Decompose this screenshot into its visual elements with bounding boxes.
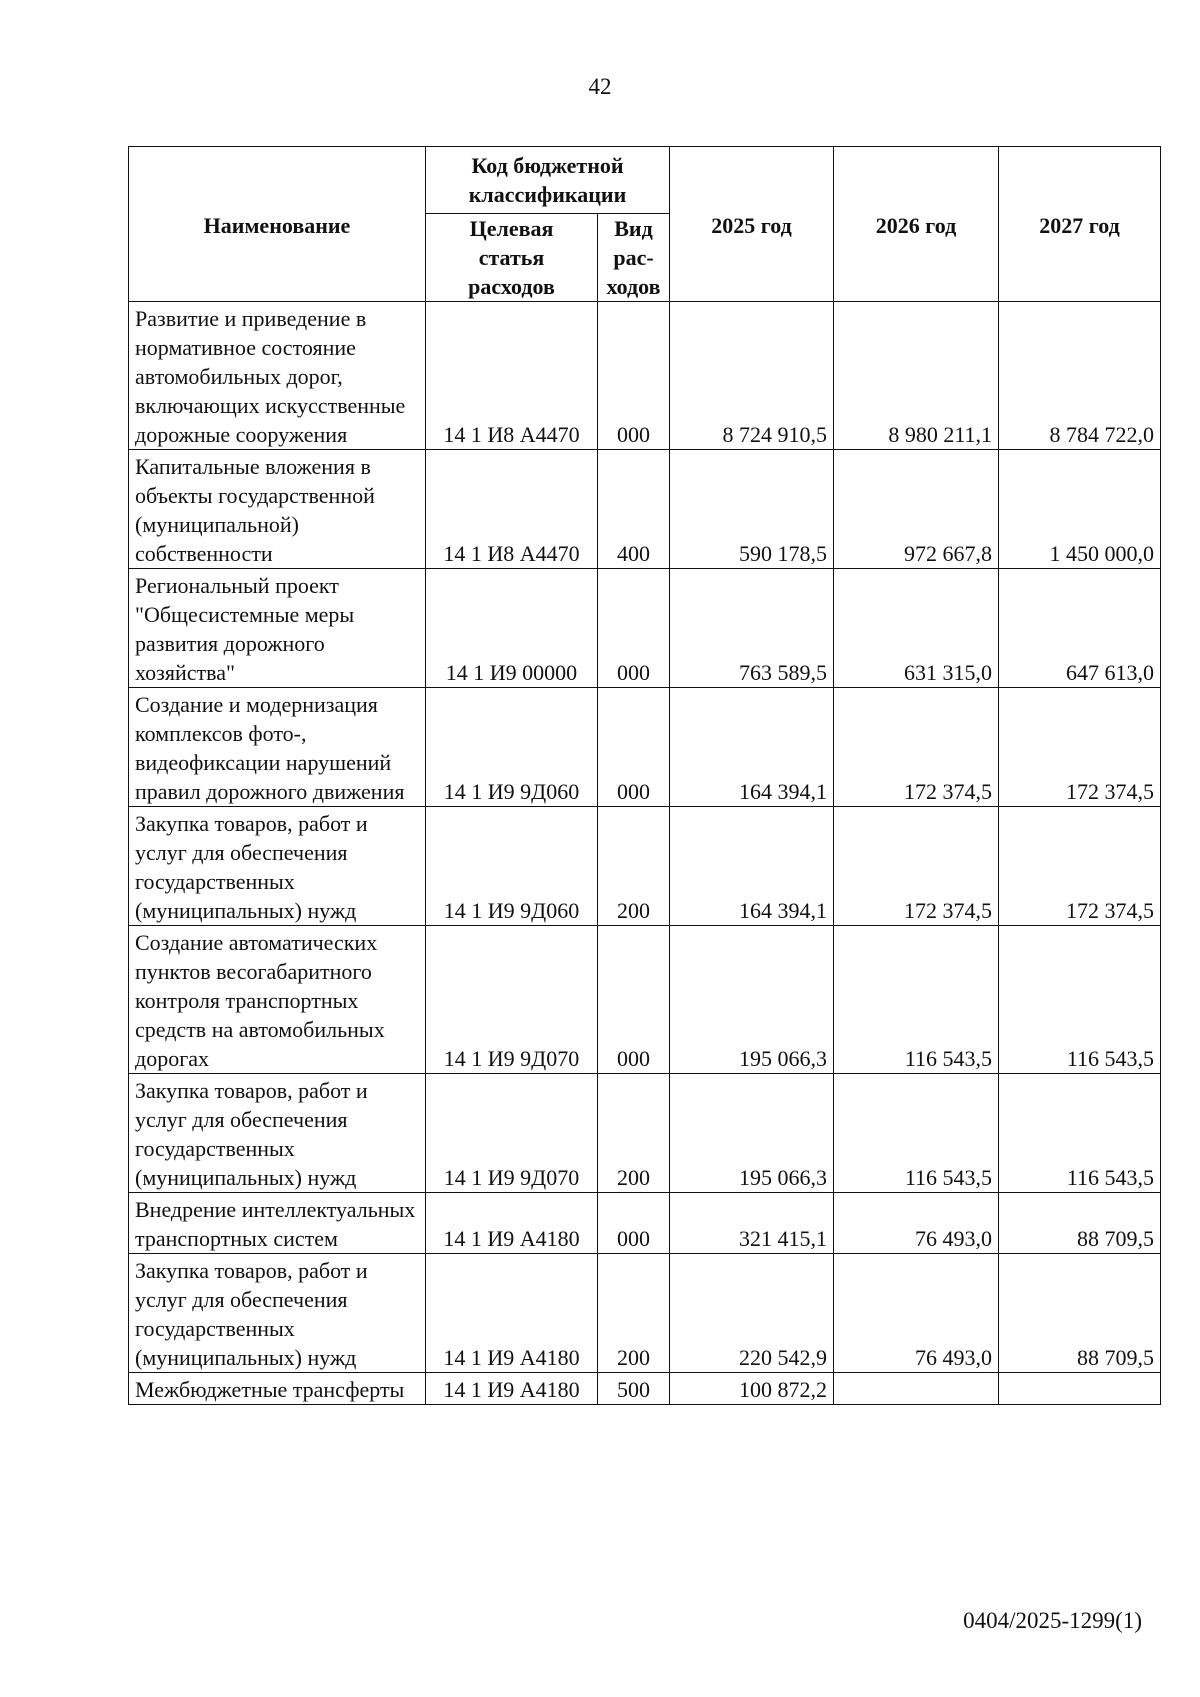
- table-row: [129, 926, 1161, 1074]
- cell-target-article: 14 1 И9 А4180: [426, 1254, 598, 1373]
- document-id: 0404/2025-1299(1): [963, 1608, 1142, 1633]
- cell-expense-type: 000: [598, 926, 670, 1074]
- cell-2027: 172 374,5: [999, 807, 1161, 926]
- cell-2027: [999, 1373, 1161, 1405]
- cell-name: Закупка товаров, работ и услуг для обеспечения государственных (муниципальных) нужд: [129, 1074, 426, 1193]
- cell-2027: 88 709,5: [999, 1254, 1161, 1373]
- cell-target-article: 14 1 И9 00000: [426, 569, 598, 688]
- cell-2026: 172 374,5: [834, 688, 999, 807]
- cell-name: Капитальные вложения в объекты государственной (муниципальной) собственности: [129, 450, 426, 569]
- table-row: [129, 1074, 1161, 1193]
- page-number: 42: [588, 74, 612, 99]
- cell-expense-type: 000: [598, 1193, 670, 1254]
- cell-2025: 100 872,2: [670, 1373, 834, 1405]
- cell-2027: 647 613,0: [999, 569, 1161, 688]
- cell-2026: 116 543,5: [834, 926, 999, 1074]
- header-2026: 2026 год: [834, 147, 999, 302]
- cell-2025: 220 542,9: [670, 1254, 834, 1373]
- cell-2027: 116 543,5: [999, 1074, 1161, 1193]
- header-2027: 2027 год: [999, 147, 1161, 302]
- header-target-article: Целевая статья расходов: [426, 214, 598, 302]
- cell-expense-type: 000: [598, 688, 670, 807]
- cell-target-article: 14 1 И9 9Д070: [426, 926, 598, 1074]
- cell-2027: 8 784 722,0: [999, 302, 1161, 450]
- cell-2027: 116 543,5: [999, 926, 1161, 1074]
- cell-expense-type: 200: [598, 807, 670, 926]
- cell-2027: 172 374,5: [999, 688, 1161, 807]
- header-code-group: Код бюджетной классификации: [426, 147, 670, 214]
- cell-2027: 88 709,5: [999, 1193, 1161, 1254]
- cell-name: Закупка товаров, работ и услуг для обеспечения государственных (муниципальных) нужд: [129, 807, 426, 926]
- cell-2026: 631 315,0: [834, 569, 999, 688]
- cell-2025: 164 394,1: [670, 807, 834, 926]
- cell-target-article: 14 1 И9 А4180: [426, 1373, 598, 1405]
- cell-expense-type: 000: [598, 302, 670, 450]
- cell-expense-type: 400: [598, 450, 670, 569]
- cell-expense-type: 200: [598, 1074, 670, 1193]
- cell-2025: 763 589,5: [670, 569, 834, 688]
- cell-2025: 195 066,3: [670, 1074, 834, 1193]
- cell-2025: 8 724 910,5: [670, 302, 834, 450]
- cell-name: Межбюджетные трансферты: [129, 1373, 426, 1405]
- cell-target-article: 14 1 И9 9Д060: [426, 688, 598, 807]
- cell-expense-type: 200: [598, 1254, 670, 1373]
- cell-target-article: 14 1 И9 9Д060: [426, 807, 598, 926]
- cell-target-article: 14 1 И8 А4470: [426, 302, 598, 450]
- header-expense-type: Вид рас-ходов: [598, 214, 670, 302]
- table-row: [129, 1254, 1161, 1373]
- cell-name: Внедрение интеллектуальных транспортных систем: [129, 1193, 426, 1254]
- cell-2026: 76 493,0: [834, 1254, 999, 1373]
- cell-2025: 590 178,5: [670, 450, 834, 569]
- cell-2026: 972 667,8: [834, 450, 999, 569]
- table-row: [129, 688, 1161, 807]
- cell-target-article: 14 1 И8 А4470: [426, 450, 598, 569]
- header-row-top: [129, 147, 1161, 214]
- budget-table: [128, 146, 1161, 1405]
- table-row: [129, 1373, 1161, 1405]
- cell-2026: [834, 1373, 999, 1405]
- cell-name: Региональный проект "Общесистемные меры развития дорожного хозяйства": [129, 569, 426, 688]
- header-name: Наименование: [129, 147, 426, 302]
- cell-2027: 1 450 000,0: [999, 450, 1161, 569]
- cell-2026: 172 374,5: [834, 807, 999, 926]
- table-row: [129, 450, 1161, 569]
- cell-2026: 8 980 211,1: [834, 302, 999, 450]
- cell-2026: 76 493,0: [834, 1193, 999, 1254]
- table-body: [129, 302, 1161, 1405]
- table-row: [129, 807, 1161, 926]
- cell-target-article: 14 1 И9 9Д070: [426, 1074, 598, 1193]
- cell-expense-type: 500: [598, 1373, 670, 1405]
- cell-name: Развитие и приведение в нормативное состояние автомобильных дорог, включающих искусственные дорожные сооружения: [129, 302, 426, 450]
- cell-name: Создание автоматических пунктов весогабаритного контроля транспортных средств на автомобильных дорогах: [129, 926, 426, 1074]
- cell-2025: 164 394,1: [670, 688, 834, 807]
- table-row: [129, 569, 1161, 688]
- cell-name: Создание и модернизация комплексов фото-, видеофиксации нарушений правил дорожного движения: [129, 688, 426, 807]
- cell-target-article: 14 1 И9 А4180: [426, 1193, 598, 1254]
- cell-2026: 116 543,5: [834, 1074, 999, 1193]
- cell-2025: 195 066,3: [670, 926, 834, 1074]
- cell-name: Закупка товаров, работ и услуг для обеспечения государственных (муниципальных) нужд: [129, 1254, 426, 1373]
- header-2025: 2025 год: [670, 147, 834, 302]
- cell-expense-type: 000: [598, 569, 670, 688]
- table-row: [129, 302, 1161, 450]
- table-row: [129, 1193, 1161, 1254]
- cell-2025: 321 415,1: [670, 1193, 834, 1254]
